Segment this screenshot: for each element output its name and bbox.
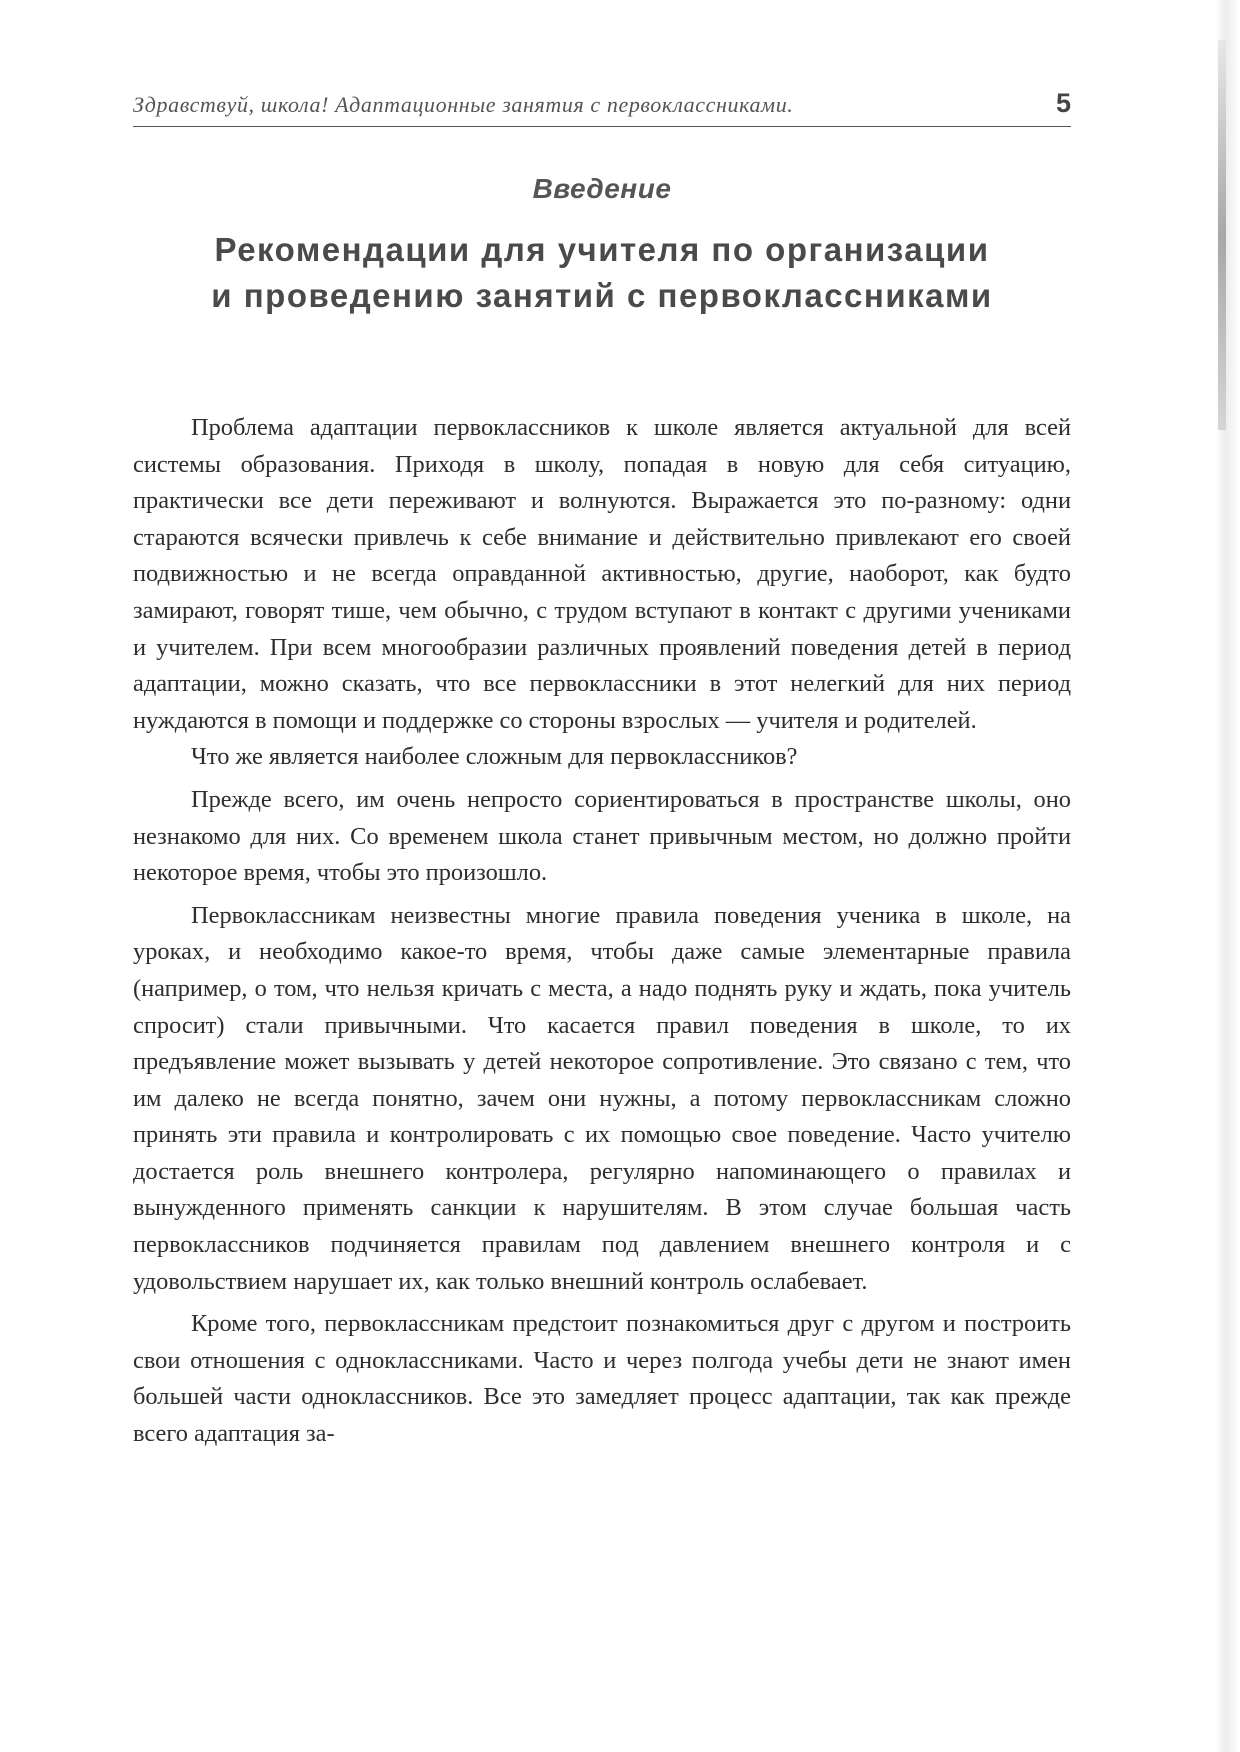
paragraph-1: Проблема адаптации первоклассников к школе является актуальной для всей системы образования. Приходя в школу, попадая в новую для себя ситуацию, практически все дети переживают и волнуются. Выражается это по-разному: одни стараются всячески привлечь к себе внимание и действительно привлекают его своей подвижностью и не всегда оправданной активностью, другие, наоборот, как будто замирают, говорят тише, чем обычно, с трудом вступают в контакт с другими учениками и учителем. При всем многообразии различных проявлений поведения детей в период адаптации, можно сказать, что все первоклассники в этот нелегкий для них период нуждаются в помощи и поддержке со стороны взрослых — учителя и родителей. <box>133 414 1071 734</box>
page-number: 5 <box>1055 88 1071 118</box>
paragraph-5: Кроме того, первоклассникам предстоит познакомиться друг с другом и построить свои отношения с одноклассниками. Часто и через полгода учебы дети не знают имен большей части одноклассников. Все это замедляет процесс адаптации, так как прежде всего адаптация за- <box>133 1310 1071 1448</box>
section-label: Введение <box>532 173 672 204</box>
paragraph-2: Что же является наиболее сложным для первоклассников? <box>191 743 798 771</box>
chapter-title-line-1: Рекомендации для учителя по организации <box>214 231 990 268</box>
paragraph-4: Первоклассникам неизвестны многие правила поведения ученика в школе, на уроках, и необходимо какое-то время, чтобы даже самые элементарные правила (например, о том, что нельзя кричать с места, а надо поднять руку и ждать, пока учитель спросит) стали привычными. Что касается правил поведения в школе, то их предъявление может вызывать у детей некоторое сопротивление. Это связано с тем, что им далеко не всегда понятно, зачем они нужны, а потому первоклассникам сложно принять эти правила и контролировать с их помощью свое поведение. Часто учителю достается роль внешнего контролера, регулярно напоминающего о правилах и вынужденного применять санкции к нарушителям. В этом случае большая часть первоклассников подчиняется правилам под давлением внешнего контроля и с удовольствием нарушает их, как только внешний контроль ослабевает. <box>133 901 1071 1295</box>
scan-binding-shadow <box>1218 40 1226 430</box>
running-title: Здравствуй, школа! Адаптационные занятия с первоклассниками. <box>133 92 794 117</box>
chapter-title-line-2: и проведению занятий с первоклассниками <box>211 277 993 314</box>
paragraph-3: Прежде всего, им очень непросто сориентироваться в пространстве школы, оно незнакомо для них. Со временем школа станет привычным местом, но должно пройти некоторое время, чтобы это произошло. <box>133 785 1071 887</box>
chapter-title <box>133 227 1071 319</box>
running-header <box>133 86 1071 127</box>
book-page <box>133 86 1071 1453</box>
body-text <box>133 410 1071 1453</box>
